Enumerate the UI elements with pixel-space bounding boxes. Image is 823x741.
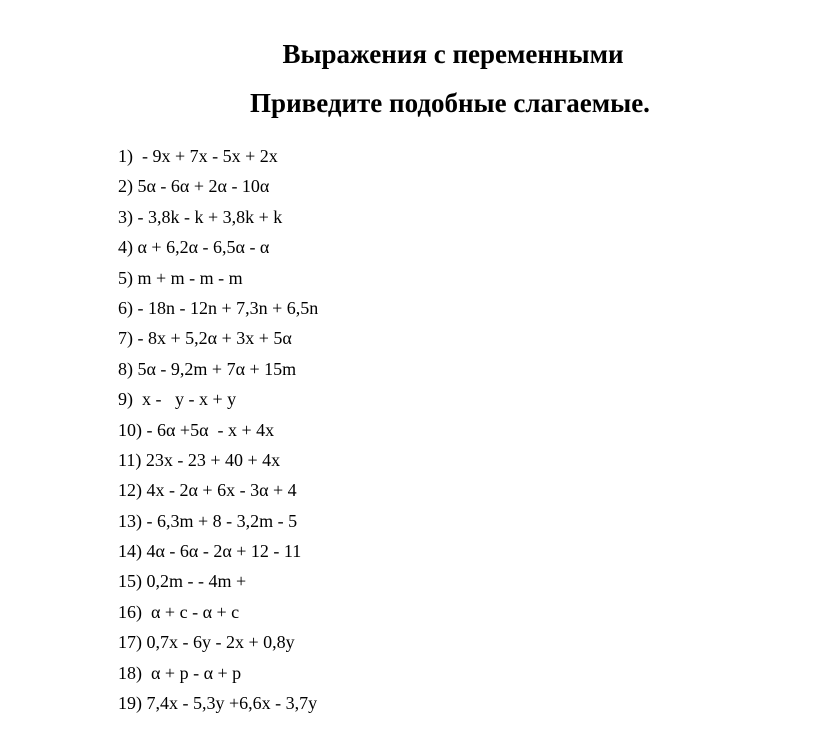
problem-expression: 5α - 9,2m + 7α + 15m xyxy=(133,358,297,379)
problem-expression: 4x - 2α + 6x - 3α + 4 xyxy=(142,480,297,501)
problem-expression: m + m - m - m xyxy=(133,267,243,288)
problem-expression: - 6,3m + 8 - 3,2m - 5 xyxy=(142,510,298,531)
problem-item xyxy=(118,597,318,627)
problem-number: 16) xyxy=(118,601,142,622)
problem-number: 14) xyxy=(118,541,142,562)
problem-expression: 4α - 6α - 2α + 12 - 11 xyxy=(142,541,302,562)
problem-item xyxy=(118,171,318,201)
problem-item xyxy=(118,354,318,384)
problem-expression: 0,2m - - 4m + xyxy=(142,571,247,592)
problem-item xyxy=(118,141,318,171)
problem-item xyxy=(118,688,318,718)
problem-item xyxy=(118,536,318,566)
problem-item xyxy=(118,445,318,475)
problem-item xyxy=(118,566,318,596)
problem-expression: x - y - x + y xyxy=(133,389,237,410)
problem-number: 15) xyxy=(118,571,142,592)
problem-expression: - 8x + 5,2α + 3x + 5α xyxy=(133,328,292,349)
problem-item xyxy=(118,232,318,262)
problem-expression: α + c - α + c xyxy=(142,601,240,622)
problem-expression: 7,4x - 5,3y +6,6x - 3,7y xyxy=(142,693,318,714)
problem-item xyxy=(118,323,318,353)
problem-item xyxy=(118,263,318,293)
problem-list xyxy=(118,141,318,718)
problem-expression: - 6α +5α - x + 4x xyxy=(142,419,275,440)
problem-number: 4) xyxy=(118,237,133,258)
problem-item xyxy=(118,506,318,536)
problem-expression: α + p - α + p xyxy=(142,662,242,683)
problem-item xyxy=(118,658,318,688)
problem-expression: 23x - 23 + 40 + 4x xyxy=(141,449,281,470)
page-title: Выражения с переменными xyxy=(282,39,624,69)
problem-item xyxy=(118,475,318,505)
problem-expression: - 3,8k - k + 3,8k + k xyxy=(133,206,283,227)
instruction-heading: Приведите подобные слагаемые. xyxy=(250,88,650,118)
problem-expression: α + 6,2α - 6,5α - α xyxy=(133,237,270,258)
problem-item xyxy=(118,384,318,414)
problem-expression: 0,7x - 6y - 2x + 0,8y xyxy=(142,632,295,653)
problem-number: 19) xyxy=(118,693,142,714)
problem-number: 18) xyxy=(118,662,142,683)
problem-number: 13) xyxy=(118,510,142,531)
problem-number: 9) xyxy=(118,389,133,410)
problem-expression: - 9x + 7x - 5x + 2x xyxy=(133,146,278,166)
problem-number: 3) xyxy=(118,206,133,227)
problem-number: 8) xyxy=(118,358,133,379)
problem-expression: 5α - 6α + 2α - 10α xyxy=(133,176,270,197)
problem-number: 11) xyxy=(118,449,142,470)
problem-item xyxy=(118,627,318,657)
problem-item xyxy=(118,415,318,445)
problem-number: 17) xyxy=(118,632,142,653)
problem-number: 12) xyxy=(118,480,142,501)
problem-number: 5) xyxy=(118,267,133,288)
problem-item xyxy=(118,202,318,232)
problem-number: 2) xyxy=(118,176,133,197)
problem-item xyxy=(118,293,318,323)
problem-number: 6) xyxy=(118,297,133,318)
problem-number: 7) xyxy=(118,328,133,349)
problem-number: 1) xyxy=(118,146,133,166)
problem-expression: - 18n - 12n + 7,3n + 6,5n xyxy=(133,297,319,318)
problem-number: 10) xyxy=(118,419,142,440)
